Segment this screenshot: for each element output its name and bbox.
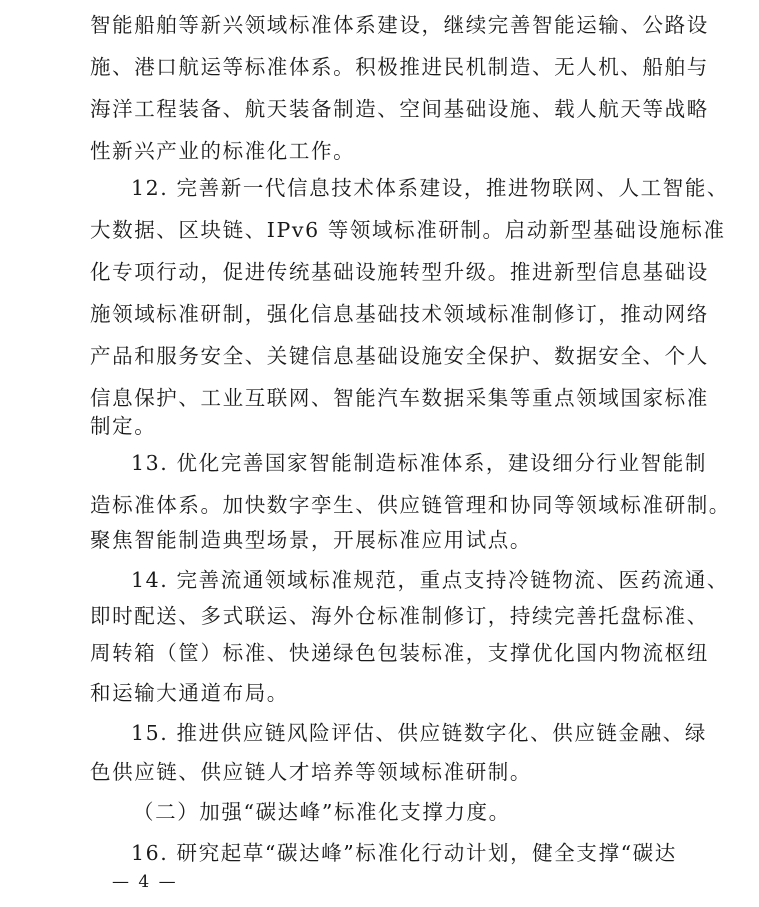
text-line: 色供应链、供应链人才培养等领域标准研制。 <box>90 760 532 784</box>
text-line: 性新兴产业的标准化工作。 <box>90 139 356 163</box>
text-line: 和运输大通道布局。 <box>90 681 289 705</box>
text-line: 施、港口航运等标准体系。积极推进民机制造、无人机、船舶与 <box>90 55 709 79</box>
text-line: 信息保护、工业互联网、智能汽车数据采集等重点领域国家标准 <box>90 386 709 410</box>
text-line: 施领域标准研制，强化信息基础技术领域标准制修订，推动网络 <box>90 302 709 326</box>
paragraph-12-start: 12. 完善新一代信息技术体系建设，推进物联网、人工智能、 <box>131 176 730 200</box>
paragraph-13-start: 13. 优化完善国家智能制造标准体系，建设细分行业智能制 <box>131 451 707 475</box>
paragraph-16-start: 16. 研究起草“碳达峰”标准化行动计划，健全支撑“碳达 <box>131 841 677 865</box>
text-line: 海洋工程装备、航天装备制造、空间基础设施、载人航天等战略 <box>90 97 709 121</box>
text-line: 产品和服务安全、关键信息基础设施安全保护、数据安全、个人 <box>90 344 709 368</box>
paragraph-14-start: 14. 完善流通领域标准规范，重点支持冷链物流、医药流通、 <box>131 568 730 592</box>
text-line: 聚焦智能制造典型场景，开展标准应用试点。 <box>90 528 532 552</box>
page-number: — 4 — <box>112 872 178 892</box>
text-line: 大数据、区块链、IPv6 等领域标准研制。启动新型基础设施标准 <box>90 218 726 242</box>
text-line: 周转箱（筐）标准、快递绿色包装标准，支撑优化国内物流枢纽 <box>90 641 709 665</box>
text-line: 化专项行动，促进传统基础设施转型升级。推进新型信息基础设 <box>90 260 709 284</box>
text-line: 造标准体系。加快数字孪生、供应链管理和协同等领域标准研制。 <box>90 493 731 517</box>
text-line: 智能船舶等新兴领域标准体系建设，继续完善智能运输、公路设 <box>90 13 709 37</box>
text-line: 制定。 <box>90 414 157 438</box>
section-heading: （二）加强“碳达峰”标准化支撑力度。 <box>133 800 511 824</box>
text-line: 即时配送、多式联运、海外仓标准制修订，持续完善托盘标准、 <box>90 604 709 628</box>
paragraph-15-start: 15. 推进供应链风险评估、供应链数字化、供应链金融、绿 <box>131 721 707 745</box>
